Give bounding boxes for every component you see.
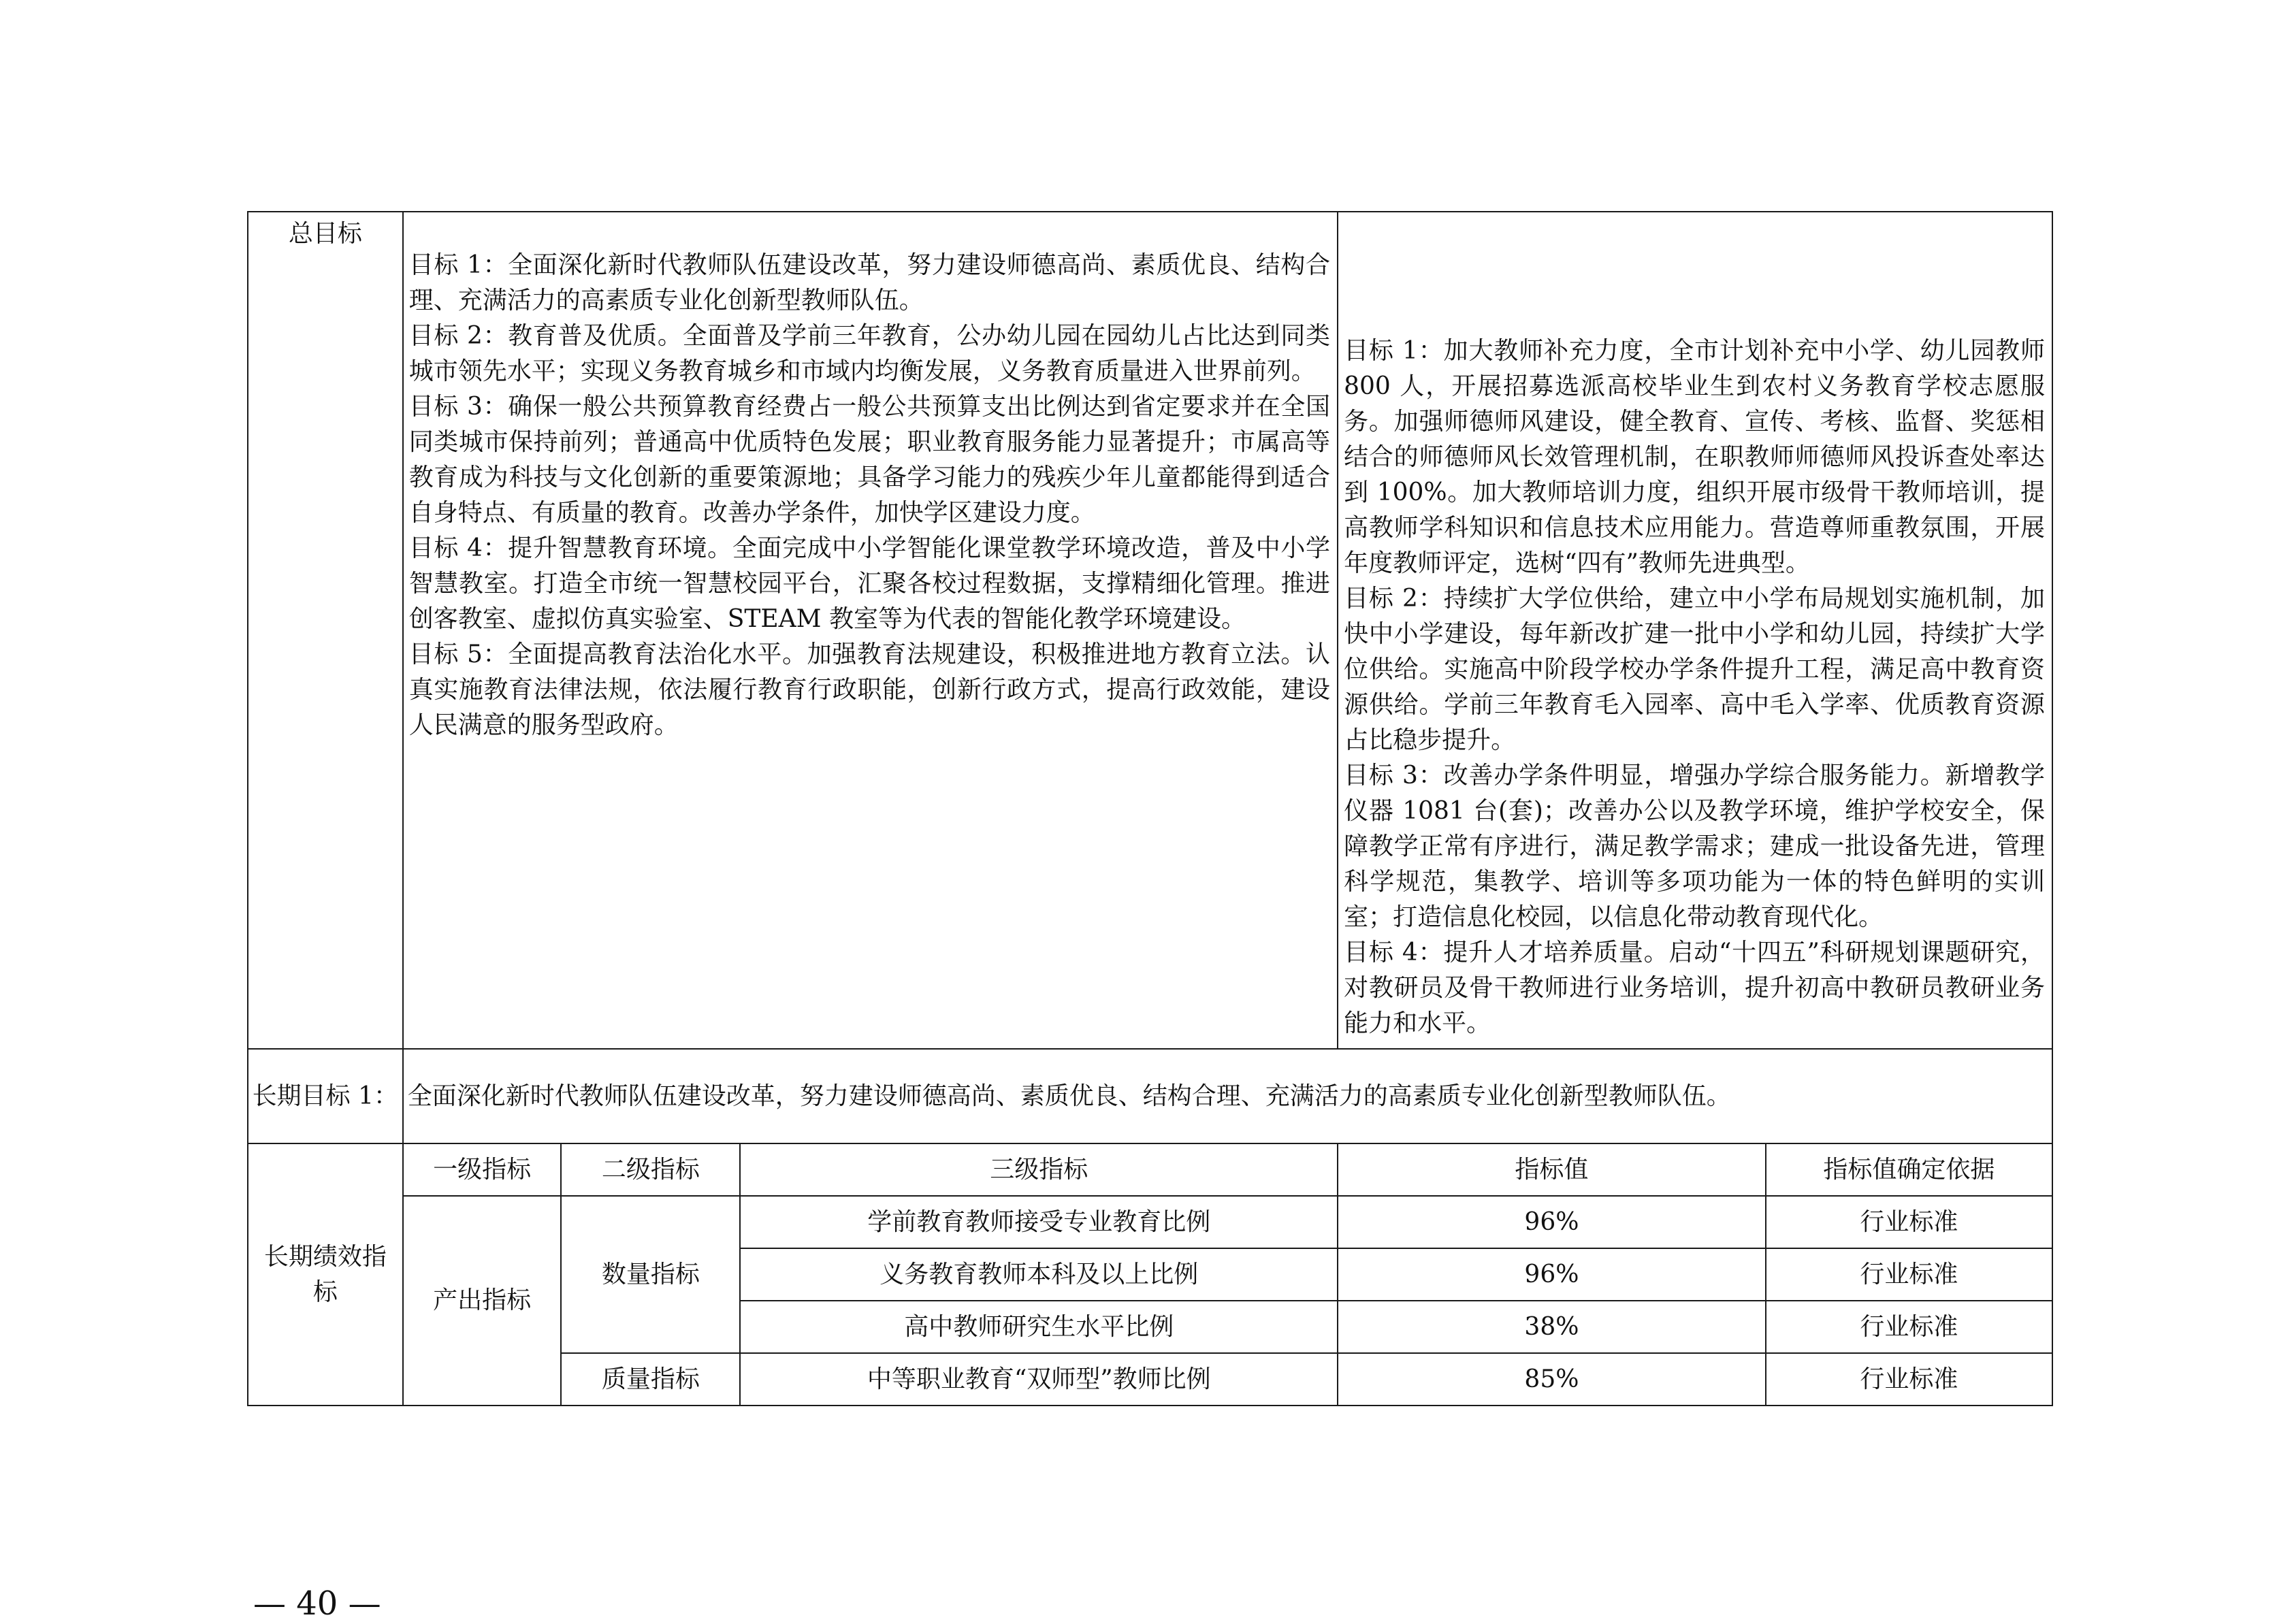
performance-goal-table	[247, 211, 2053, 1406]
long-term-goal-text: 全面深化新时代教师队伍建设改革，努力建设师德高尚、素质优良、结构合理、充满活力的高素质专业化创新型教师队伍。	[403, 1049, 2052, 1143]
overall-goal-left-text: 目标 1：全面深化新时代教师队伍建设改革，努力建设师德高尚、素质优良、结构合理、充满活力的高素质专业化创新型教师队伍。 目标 2：教育普及优质。全面普及学前三年教育，公办幼儿园在园幼儿占比达到同类城市领先水平；实现义务教育城乡和市域内均衡发展，义务教育质量进入世界前列。 目标 3：确保一般公共预算教育经费占一般公共预算支出比例达到省定要求并在全国同类城市保持前列；普通高中优质特色发展；职业教育服务能力显著提升；市属高等教育成为科技与文化创新的重要策源地；具备学习能力的残疾少年儿童都能得到适合自身特点、有质量的教育。改善办学条件，加快学区建设力度。 目标 4：提升智慧教育环境。全面完成中小学智能化课堂教学环境改造，普及中小学智慧教室。打造全市统一智慧校园平台，汇聚各校过程数据，支撑精细化管理。推进创客教室、虚拟仿真实验室、STEAM 教室等为代表的智能化教学环境建设。 目标 5：全面提高教育法治化水平。加强教育法规建设，积极推进地方教育立法。认真实施教育法律法规，依法履行教育行政职能，创新行政方式，提高行政效能，建设人民满意的服务型政府。	[403, 212, 1338, 1049]
indicator-level3: 中等职业教育“双师型”教师比例	[740, 1353, 1338, 1406]
level1-output: 产出指标	[403, 1196, 562, 1406]
indicator-level3: 高中教师研究生水平比例	[740, 1301, 1338, 1353]
indicator-row	[248, 1196, 2052, 1248]
indicator-value: 96%	[1338, 1196, 1766, 1248]
long-term-goal-row	[248, 1049, 2052, 1143]
header-value: 指标值	[1338, 1143, 1766, 1196]
header-level3: 三级指标	[740, 1143, 1338, 1196]
level2-quantity: 数量指标	[561, 1196, 740, 1353]
header-level1: 一级指标	[403, 1143, 562, 1196]
indicator-header-row	[248, 1143, 2052, 1196]
indicator-value: 96%	[1338, 1248, 1766, 1301]
indicator-value: 85%	[1338, 1353, 1766, 1406]
overall-goal-label: 总目标	[248, 212, 403, 1049]
indicator-level3: 学前教育教师接受专业教育比例	[740, 1196, 1338, 1248]
long-term-goal-label: 长期目标 1：	[248, 1049, 403, 1143]
header-level2: 二级指标	[561, 1143, 740, 1196]
overall-goal-right-text: 目标 1：加大教师补充力度，全市计划补充中小学、幼儿园教师 800 人，开展招募选派高校毕业生到农村义务教育学校志愿服务。加强师德师风建设，健全教育、宣传、考核、监督、奖惩相结合的师德师风长效管理机制，在职教师师德师风投诉查处率达到 100%。加大教师培训力度，组织开展市级骨干教师培训，提高教师学科知识和信息技术应用能力。营造尊师重教氛围，开展年度教师评定，选树“四有”教师先进典型。 目标 2：持续扩大学位供给，建立中小学布局规划实施机制，加快中小学建设，每年新改扩建一批中小学和幼儿园，持续扩大学位供给。实施高中阶段学校办学条件提升工程，满足高中教育资源供给。学前三年教育毛入园率、高中毛入学率、优质教育资源占比稳步提升。 目标 3：改善办学条件明显，增强办学综合服务能力。新增教学仪器 1081 台(套)；改善办公以及教学环境，维护学校安全，保障教学正常有序进行，满足教学需求；建成一批设备先进，管理科学规范，集教学、培训等多项功能为一体的特色鲜明的实训室；打造信息化校园，以信息化带动教育现代化。 目标 4：提升人才培养质量。启动“十四五”科研规划课题研究，对教研员及骨干教师进行业务培训，提升初高中教研员教研业务能力和水平。	[1338, 212, 2052, 1049]
header-basis: 指标值确定依据	[1766, 1143, 2052, 1196]
indicator-value: 38%	[1338, 1301, 1766, 1353]
page-number: — 40 —	[253, 1585, 381, 1623]
indicator-basis: 行业标准	[1766, 1301, 2052, 1353]
indicator-basis: 行业标准	[1766, 1248, 2052, 1301]
performance-label	[248, 1143, 403, 1406]
indicator-level3: 义务教育教师本科及以上比例	[740, 1248, 1338, 1301]
indicator-basis: 行业标准	[1766, 1196, 2052, 1248]
level2-quality: 质量指标	[561, 1353, 740, 1406]
performance-label-text: 长期绩效指标	[263, 1242, 387, 1306]
indicator-basis: 行业标准	[1766, 1353, 2052, 1406]
overall-goal-row	[248, 212, 2052, 1049]
